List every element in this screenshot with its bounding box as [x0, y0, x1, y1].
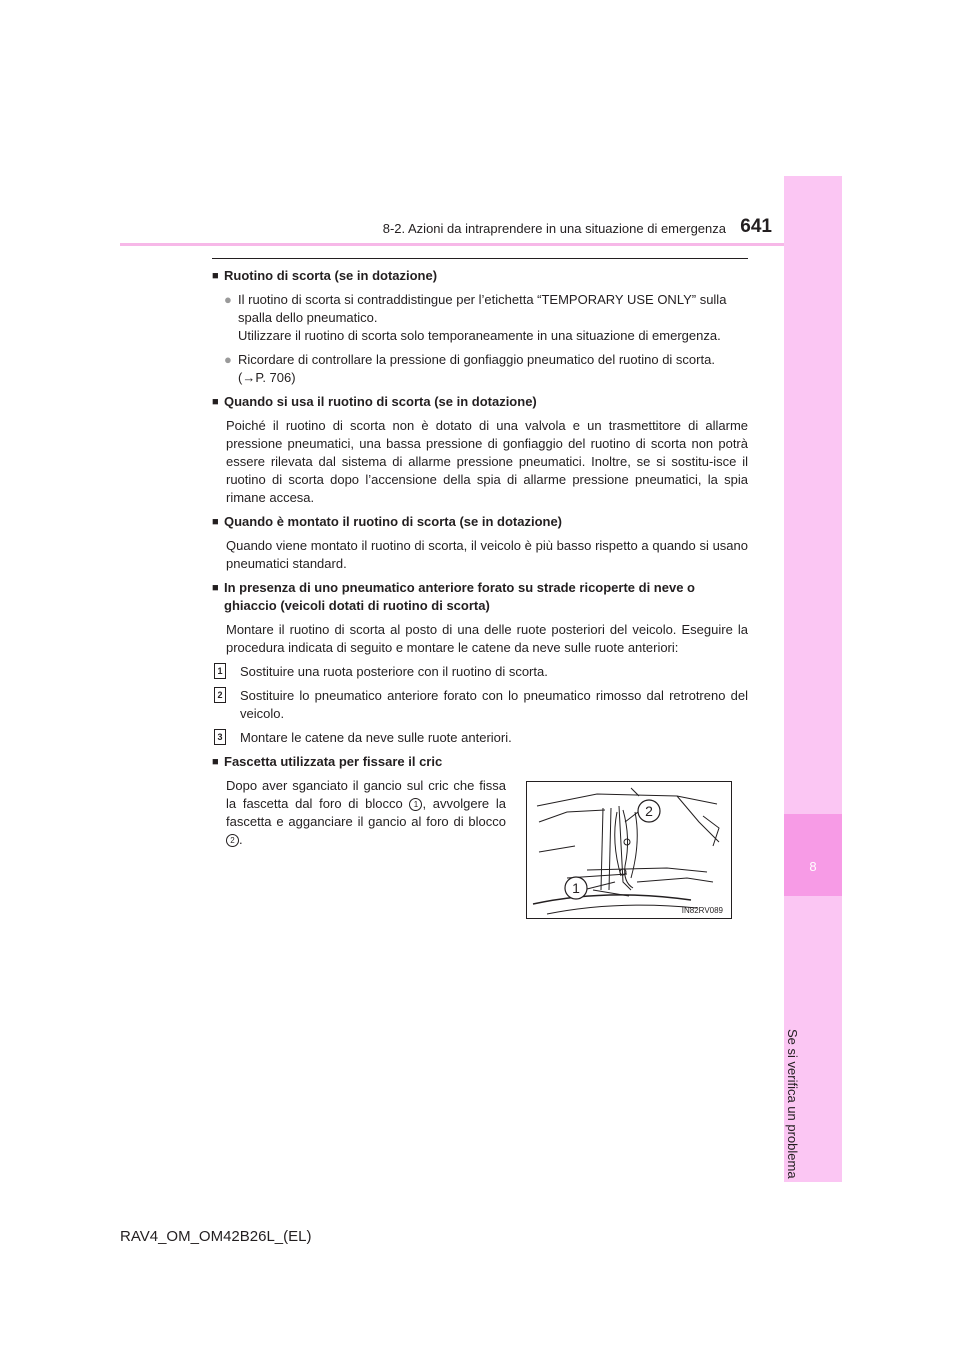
- step-text: Sostituire lo pneumatico anteriore forato con lo pneumatico rimosso dal retrotreno del veicolo.: [240, 688, 748, 721]
- bullet-text: Ricordare di controllare la pressione di gonfiaggio pneumatico del ruotino di scorta.: [238, 352, 715, 367]
- step-text: Montare le catene da neve sulle ruote anteriori.: [240, 730, 512, 745]
- figure-row: [212, 777, 748, 927]
- bullet-text-continued: Utilizzare il ruotino di scorta solo temporaneamente in una situazione di emergenza.: [238, 328, 721, 343]
- heading-using-spare: ■ Quando si usa il ruotino di scorta (se in dotazione): [212, 393, 748, 411]
- step-item: [212, 687, 748, 723]
- heading-jack-strap: ■ Fascetta utilizzata per fissare il cric: [212, 753, 748, 771]
- step-item: [212, 663, 748, 681]
- chapter-title: Se si verifica un problema: [785, 1029, 800, 1179]
- figure-code: IN82RV089: [681, 906, 723, 915]
- heading-flat-front-tire: ■ In presenza di uno pneumatico anteriore forato su strade ricoperte di neve o ghiaccio (veicoli dotati di ruotino di scorta): [212, 579, 748, 615]
- heading-spare-mounted: ■ Quando è montato il ruotino di scorta (se in dotazione): [212, 513, 748, 531]
- illustration-drawing: [527, 782, 731, 918]
- paragraph: Montare il ruotino di scorta al posto di una delle ruote posteriori del veicolo. Eseguire la procedura indicata di seguito e montare le catene da neve sulle ruote anteriori:: [226, 622, 748, 655]
- heading-spare-tire: ■ Ruotino di scorta (se in dotazione): [212, 267, 748, 285]
- step-item: [212, 729, 748, 747]
- page-header: [120, 0, 838, 246]
- page-reference: (→P. 706): [238, 370, 296, 385]
- list-item: [212, 351, 748, 387]
- bullet-text: Il ruotino di scorta si contraddistingue per l’etichetta “TEMPORARY USE ONLY” sulla spalla dello pneumatico.: [238, 292, 727, 325]
- header-rule: [120, 243, 838, 246]
- figure-label-1: 1: [572, 880, 580, 896]
- chapter-marker: [784, 814, 842, 896]
- page-content: [212, 258, 748, 927]
- paragraph: Quando viene montato il ruotino di scorta, il veicolo è più basso rispetto a quando si usano pneumatici standard.: [226, 538, 748, 571]
- step-text: Sostituire una ruota posteriore con il ruotino di scorta.: [240, 664, 548, 679]
- document-code: RAV4_OM_OM42B26L_(EL): [120, 1228, 312, 1245]
- callout-1: 1: [409, 798, 422, 811]
- bullet-icon: ●: [224, 292, 232, 307]
- jack-strap-illustration: [526, 781, 732, 919]
- figure-label-2: 2: [645, 803, 653, 819]
- bullet-icon: ●: [224, 352, 232, 367]
- callout-2: 2: [226, 834, 239, 847]
- paragraph: Poiché il ruotino di scorta non è dotato di una valvola e un trasmettitore di allarme pressione pneumatici, una bassa pressione di gonfiaggio del ruotino di scorta non potrà essere rilevata dal sistema di allarme pressione pneumatici. Inoltre, se si sostitu-isce il ruotino di scorta dopo l’accensione della spia di allarme pressione pneumatici, la spia rimane accesa.: [226, 418, 748, 505]
- list-item: [212, 291, 748, 345]
- figure-description: [226, 777, 506, 849]
- figure-text-part: Dopo aver sganciato il gancio sul cric che fissa la fascetta dal foro di blocco: [226, 778, 506, 811]
- step-number: 3: [214, 729, 226, 745]
- chapter-sidebar: [784, 176, 842, 1182]
- chapter-number: 8: [809, 859, 817, 874]
- step-number: 2: [214, 687, 226, 703]
- page-number: 641: [740, 216, 772, 237]
- content-top-rule: [212, 258, 748, 259]
- section-title: 8-2. Azioni da intraprendere in una situazione di emergenza: [382, 221, 726, 236]
- figure-text-part: , avvolgere la fascetta e agganciare il gancio al foro di blocco: [226, 796, 506, 829]
- step-number: 1: [214, 663, 226, 679]
- figure-text-part: .: [239, 832, 243, 847]
